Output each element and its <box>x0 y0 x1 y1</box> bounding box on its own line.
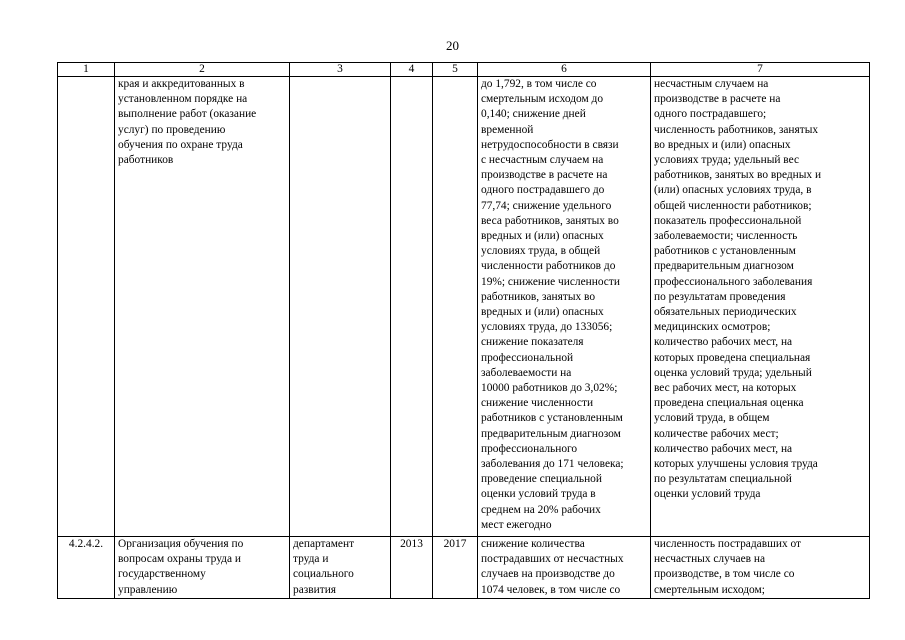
text-line: заболеваемости; численность <box>654 230 798 243</box>
table-row <box>58 537 870 599</box>
text-line: развития <box>293 583 337 596</box>
text-line: 1074 человек, в том числе со <box>481 583 621 596</box>
text-line: (или) опасных условиях труда, в <box>654 184 812 197</box>
text-line: по результатам проведения <box>654 290 786 303</box>
text-line: оценки условий труда в <box>481 488 596 501</box>
header-row <box>58 63 870 77</box>
text-line: 19%; снижение численности <box>481 275 620 288</box>
text-line: края и аккредитованных в <box>118 78 245 90</box>
row2-end-year: 2017 <box>433 537 478 599</box>
text-line: выполнение работ (оказание <box>118 108 257 121</box>
text-line: пострадавших от несчастных <box>481 553 624 566</box>
text-line: численность работников, занятых <box>654 123 819 136</box>
text-line: социального <box>293 568 354 581</box>
row2-indicators <box>651 537 870 599</box>
text-line: управлению <box>118 583 178 596</box>
text-line: профессионального <box>481 442 578 455</box>
row1-executor <box>290 77 391 537</box>
text-line: производстве в расчете на <box>654 93 781 106</box>
row1-expected-result <box>478 77 651 537</box>
header-col-2: 2 <box>115 63 290 77</box>
text-line: количество рабочих мест, на <box>654 336 793 349</box>
text-line: условиях труда, до 133056; <box>481 321 613 334</box>
row2-start-year: 2013 <box>391 537 433 599</box>
text-line: случаев на производстве до <box>481 568 615 581</box>
text-line: заболевания до 171 человека; <box>481 458 624 471</box>
text-line: одного пострадавшего до <box>481 184 605 197</box>
text-line: снижение количества <box>481 538 585 550</box>
text-line: смертельным исходом до <box>481 93 604 106</box>
text-line: временной <box>481 123 534 136</box>
text-line: условиях труда, в общей <box>481 245 601 258</box>
text-line: 10000 работников до 3,02%; <box>481 382 618 395</box>
text-line: смертельным исходом; <box>654 583 765 596</box>
text-line: количестве рабочих мест; <box>654 427 779 440</box>
text-line: профессиональной <box>481 351 574 364</box>
text-line: работников <box>118 154 174 167</box>
header-col-1: 1 <box>58 63 115 77</box>
row1-measure <box>115 77 290 537</box>
text-line: проведение специальной <box>481 473 602 486</box>
text-line: снижение численности <box>481 397 594 410</box>
text-line: по результатам специальной <box>654 473 792 486</box>
text-line: условий труда, в общем <box>654 412 770 425</box>
header-col-7: 7 <box>651 63 870 77</box>
text-line: установленном порядке на <box>118 93 248 106</box>
text-line: оценки условий труда <box>654 488 761 501</box>
text-line: снижение показателя <box>481 336 584 349</box>
text-line: Организация обучения по <box>118 538 244 550</box>
text-line: государственному <box>118 568 206 581</box>
text-line: работников с установленным <box>481 412 623 425</box>
text-line: которых улучшены условия труда <box>654 458 818 471</box>
text-line: работников, занятых во <box>481 290 596 303</box>
text-line: проведена специальная оценка <box>654 397 804 410</box>
text-line: вредных и (или) опасных <box>481 306 604 319</box>
header-col-5: 5 <box>433 63 478 77</box>
text-line: заболеваемости на <box>481 366 572 379</box>
table-row <box>58 77 870 537</box>
row2-number: 4.2.4.2. <box>58 537 115 599</box>
page-number: 20 <box>446 38 459 53</box>
text-line: оценка условий труда; удельный <box>654 366 812 379</box>
row2-executor <box>290 537 391 599</box>
text-line: численность пострадавших от <box>654 538 802 550</box>
text-line: труда и <box>293 553 329 566</box>
text-line: среднем на 20% рабочих <box>481 503 601 516</box>
text-line: предварительным диагнозом <box>481 427 621 440</box>
header-col-6: 6 <box>478 63 651 77</box>
text-line: работников с установленным <box>654 245 796 258</box>
row1-indicators <box>651 77 870 537</box>
text-line: вес рабочих мест, на которых <box>654 382 797 395</box>
text-line: которых проведена специальная <box>654 351 811 364</box>
text-line: несчастных случаев на <box>654 553 766 566</box>
text-line: во вредных и (или) опасных <box>654 138 791 151</box>
text-line: веса работников, занятых во <box>481 214 619 227</box>
text-line: предварительным диагнозом <box>654 260 794 273</box>
text-line: 77,74; снижение удельного <box>481 199 612 212</box>
row1-number <box>58 77 115 537</box>
row1-end-year <box>433 77 478 537</box>
row2-measure <box>115 537 290 599</box>
text-line: 0,140; снижение дней <box>481 108 586 121</box>
text-line: производстве в расчете на <box>481 169 608 182</box>
text-line: с несчастным случаем на <box>481 154 604 167</box>
text-line: вредных и (или) опасных <box>481 230 604 243</box>
text-line: вопросам охраны труда и <box>118 553 241 566</box>
text-line: профессионального заболевания <box>654 275 813 288</box>
text-line: нетрудоспособности в связи <box>481 138 619 151</box>
text-line: обучения по охране труда <box>118 138 243 151</box>
text-line: количество рабочих мест, на <box>654 442 793 455</box>
header-col-4: 4 <box>391 63 433 77</box>
text-line: департамент <box>293 538 355 550</box>
header-col-3: 3 <box>290 63 391 77</box>
text-line: одного пострадавшего; <box>654 108 767 121</box>
text-line: общей численности работников; <box>654 199 812 212</box>
text-line: условиях труда; удельный вес <box>654 154 799 167</box>
text-line: несчастным случаем на <box>654 78 769 90</box>
text-line: услуг) по проведению <box>118 123 226 136</box>
text-line: работников, занятых во вредных и <box>654 169 822 182</box>
text-line: до 1,792, в том числе со <box>481 78 597 90</box>
text-line: численности работников до <box>481 260 616 273</box>
text-line: производстве, в том числе со <box>654 568 795 581</box>
text-line: показатель профессиональной <box>654 214 802 227</box>
measures-table <box>57 62 870 599</box>
text-line: обязательных периодических <box>654 306 797 319</box>
row1-start-year <box>391 77 433 537</box>
text-line: мест ежегодно <box>481 518 552 531</box>
text-line: медицинских осмотров; <box>654 321 771 334</box>
row2-expected-result <box>478 537 651 599</box>
